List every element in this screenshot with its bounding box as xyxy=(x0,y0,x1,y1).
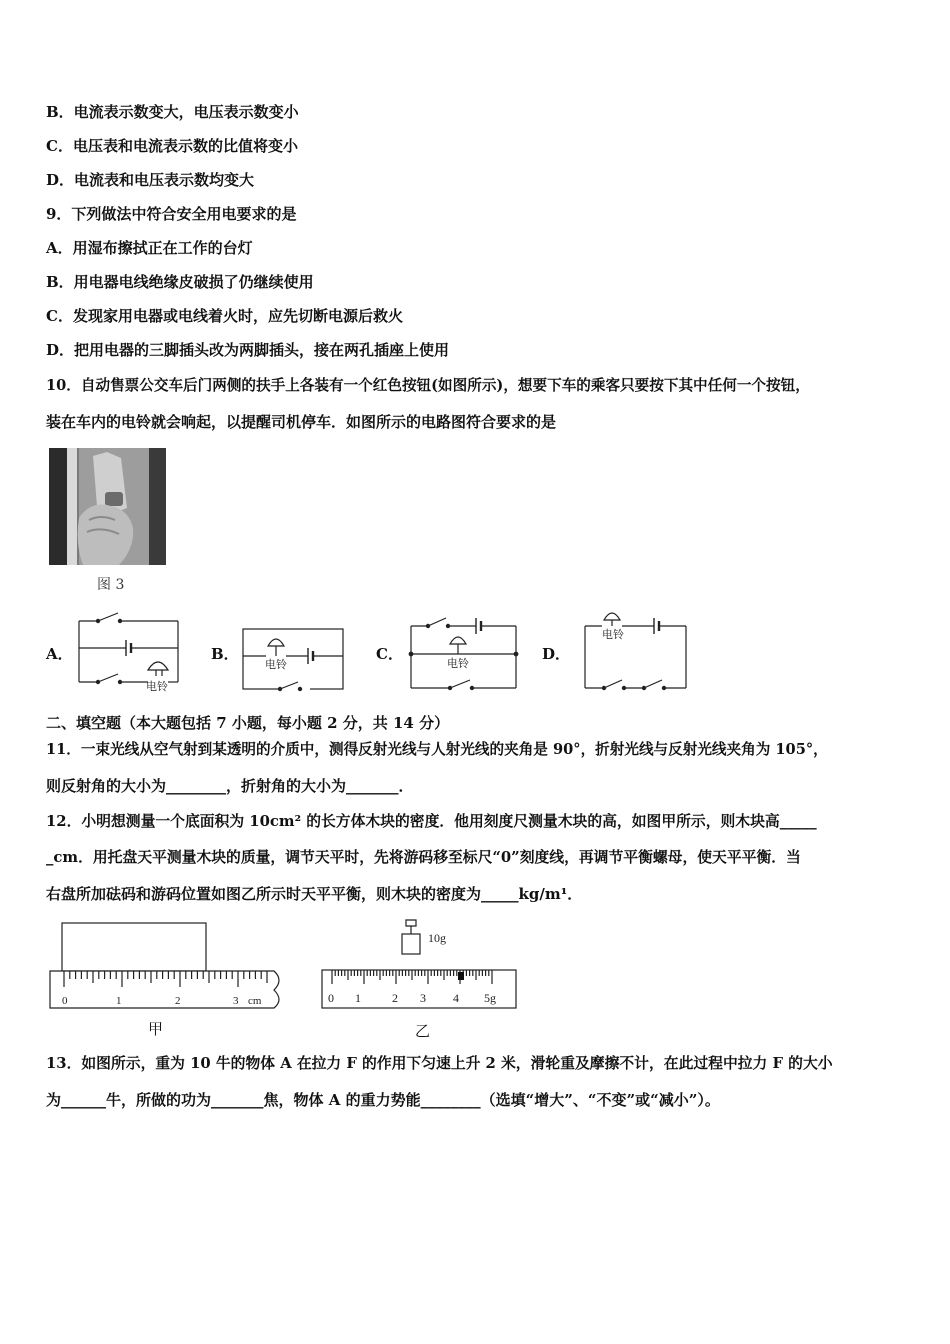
balance-tick-0: 0 xyxy=(328,991,334,1005)
balance-tick-4: 4 xyxy=(453,991,459,1005)
ruler-tick-1: 1 xyxy=(116,995,122,1007)
q11-line1: 11．一束光线从空气射到某透明的介质中，测得反射光线与人射光线的夹角是 90°，折射光线与反射光线夹角为 105°， xyxy=(46,741,828,758)
q11-line2: 则反射角的大小为________，折射角的大小为_______． xyxy=(46,777,414,795)
bell-label-b: 电铃 xyxy=(265,659,287,671)
balance-caption: 乙 xyxy=(415,1022,431,1040)
bell-label-a: 电铃 xyxy=(146,681,168,692)
q10-option-a-label: A． xyxy=(46,645,73,663)
ruler-caption: 甲 xyxy=(148,1020,164,1038)
bell-label-c: 电铃 xyxy=(447,658,469,670)
weight-10g-icon xyxy=(402,934,420,954)
q13-line1: 13．如图所示，重为 10 牛的物体 A 在拉力 F 的作用下匀速上升 2 米，滑轮重及摩擦不计，在此过程中拉力 F 的大小 xyxy=(46,1055,833,1072)
bell-label-d: 电铃 xyxy=(602,629,624,641)
circuit-diagram-d xyxy=(582,602,690,692)
q12-line2: _cm．用托盘天平测量木块的质量，调节天平时，先将游码移至标尺“0”刻度线，再调节平衡螺母，使天平平衡．当 xyxy=(46,849,801,866)
balance-weight-label: 10g xyxy=(428,931,446,945)
ruler-tick-0: 0 xyxy=(62,995,68,1007)
q9-option-d: D．把用电器的三脚插头改为两脚插头，接在两孔插座上使用 xyxy=(46,341,450,359)
q8-option-c: C．电压表和电流表示数的比值将变小 xyxy=(46,137,298,155)
q13-line2: 为______牛，所做的功为_______焦，物体 A 的重力势能________（选填“增大”、“不变”或“减小”）。 xyxy=(46,1091,720,1109)
ruler-tick-2: 2 xyxy=(175,995,181,1007)
balance-tick-5: 5g xyxy=(484,991,496,1005)
balance-tick-2: 2 xyxy=(392,991,398,1005)
q9-option-c: C．发现家用电器或电线着火时，应先切断电源后救火 xyxy=(46,307,403,325)
balance-figure xyxy=(320,918,520,1010)
q10-stem-line1: 10．自动售票公交车后门两侧的扶手上各装有一个红色按钮(如图所示)，想要下车的乘客只要按下其中任何一个按钮， xyxy=(46,377,810,394)
q9-option-a: A．用湿布擦拭正在工作的台灯 xyxy=(46,239,253,257)
circuit-diagram-b xyxy=(240,624,346,692)
balance-tick-3: 3 xyxy=(420,991,426,1005)
q10-option-c-label: C． xyxy=(376,645,403,663)
circuit-diagram-c xyxy=(408,612,520,692)
section-2-title: 二、填空题（本大题包括 7 小题，每小题 2 分，共 14 分） xyxy=(46,714,450,732)
q9-option-b: B．用电器电线绝缘皮破损了仍继续使用 xyxy=(46,273,314,291)
q10-stem-line2: 装在车内的电铃就会响起，以提醒司机停车．如图所示的电路图符合要求的是 xyxy=(46,413,557,431)
q12-line3: 右盘所加砝码和游码位置如图乙所示时天平平衡，则木块的密度为_____kg/m¹． xyxy=(46,885,583,903)
q8-option-b: B．电流表示数变大，电压表示数变小 xyxy=(46,103,299,121)
balance-tick-1: 1 xyxy=(355,991,361,1005)
q10-option-d-label: D． xyxy=(542,645,571,663)
ruler-tick-3: 3 xyxy=(233,995,239,1007)
ruler-unit: cm xyxy=(248,995,262,1007)
ruler-figure xyxy=(48,920,284,1012)
bus-button-photo xyxy=(49,448,166,565)
q9-stem: 9．下列做法中符合安全用电要求的是 xyxy=(46,205,297,223)
q8-option-d: D．电流表和电压表示数均变大 xyxy=(46,171,255,189)
rider-marker xyxy=(458,972,464,980)
circuit-diagram-a xyxy=(76,606,182,692)
q12-line1: 12．小明想测量一个底面积为 10cm² 的长方体木块的密度．他用刻度尺测量木块的高，如图甲所示，则木块高_____ xyxy=(46,813,817,830)
q10-option-b-label: B． xyxy=(211,645,239,663)
photo-caption: 图 3 xyxy=(97,577,125,593)
